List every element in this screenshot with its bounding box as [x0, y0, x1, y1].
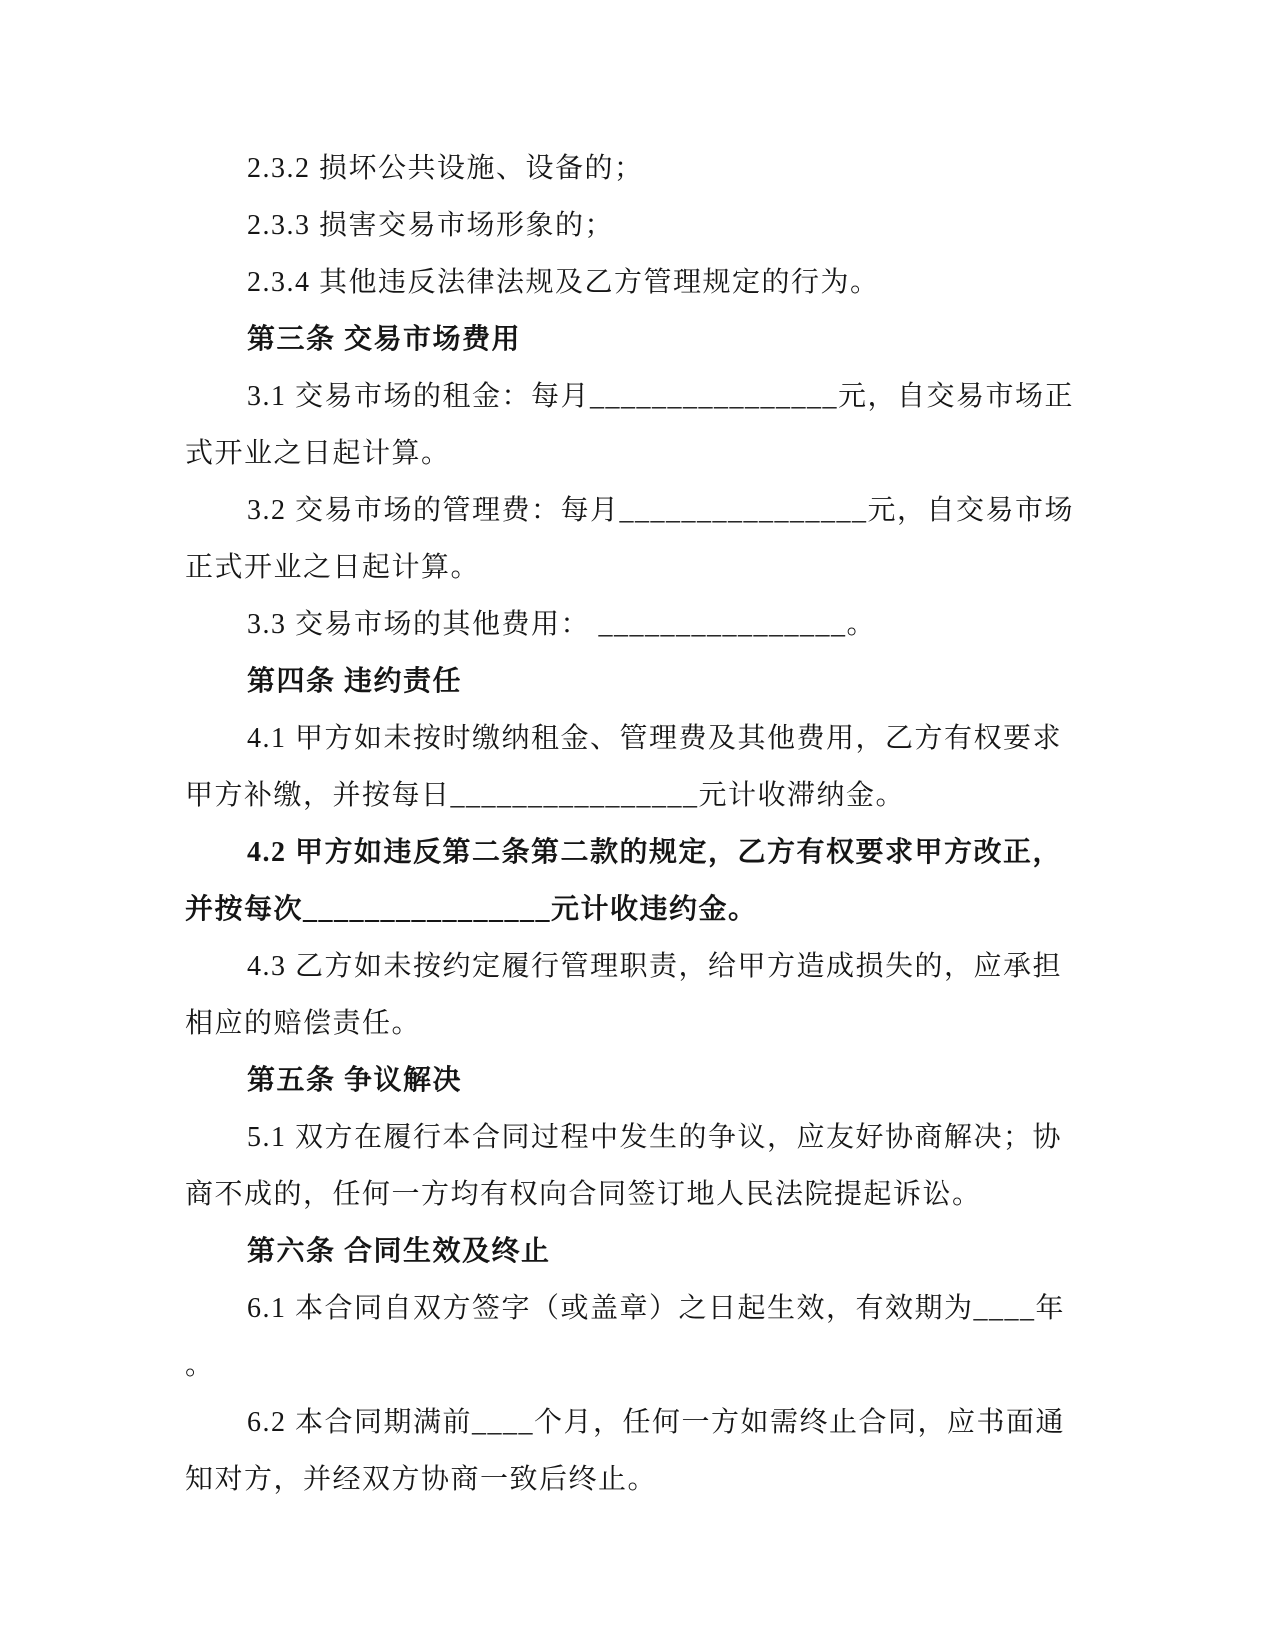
section-heading: [185, 1223, 1085, 1280]
paragraph: [185, 482, 1085, 596]
text-line: 第六条 合同生效及终止: [247, 1236, 551, 1267]
paragraph: [185, 710, 1085, 824]
text-line: 6.2 本合同期满前____个月，任何一方如需终止合同，应书面通: [247, 1407, 1066, 1438]
section-heading: [185, 653, 1085, 710]
paragraph: [185, 824, 1085, 938]
paragraph: [185, 938, 1085, 1052]
text-line: 。: [185, 1350, 215, 1381]
paragraph: [185, 140, 1085, 197]
paragraph: [185, 254, 1085, 311]
text-line: 5.1 双方在履行本合同过程中发生的争议，应友好协商解决；协: [247, 1122, 1063, 1153]
text-line: 4.1 甲方如未按时缴纳租金、管理费及其他费用，乙方有权要求: [247, 723, 1063, 754]
text-line: 2.3.3 损害交易市场形象的；: [247, 210, 615, 241]
paragraph: [185, 1280, 1085, 1394]
text-line: 3.1 交易市场的租金：每月________________元，自交易市场正: [247, 381, 1075, 412]
text-line: 第三条 交易市场费用: [247, 324, 522, 355]
text-line: 2.3.4 其他违反法律法规及乙方管理规定的行为。: [247, 267, 880, 298]
contract-body: [185, 140, 1085, 1508]
section-heading: [185, 311, 1085, 368]
paragraph: [185, 368, 1085, 482]
text-line: 商不成的，任何一方均有权向合同签订地人民法院提起诉讼。: [185, 1179, 982, 1210]
text-line: 式开业之日起计算。: [185, 438, 451, 469]
paragraph: [185, 1109, 1085, 1223]
text-line: 3.2 交易市场的管理费：每月________________元，自交易市场: [247, 495, 1075, 526]
paragraph: [185, 596, 1085, 653]
text-line: 正式开业之日起计算。: [185, 552, 481, 583]
text-line: 2.3.2 损坏公共设施、设备的；: [247, 153, 644, 184]
text-line: 知对方，并经双方协商一致后终止。: [185, 1464, 658, 1495]
text-line: 第五条 争议解决: [247, 1065, 463, 1096]
text-line: 4.2 甲方如违反第二条第二款的规定，乙方有权要求甲方改正，: [247, 837, 1063, 868]
text-line: 并按每次________________元计收违约金。: [185, 894, 758, 925]
section-heading: [185, 1052, 1085, 1109]
paragraph: [185, 1394, 1085, 1508]
paragraph: [185, 197, 1085, 254]
text-line: 4.3 乙方如未按约定履行管理职责，给甲方造成损失的，应承担: [247, 951, 1063, 982]
text-line: 相应的赔偿责任。: [185, 1008, 422, 1039]
text-line: 甲方补缴，并按每日________________元计收滞纳金。: [185, 780, 906, 811]
text-line: 3.3 交易市场的其他费用： ________________。: [247, 609, 877, 640]
text-line: 第四条 违约责任: [247, 666, 463, 697]
text-line: 6.1 本合同自双方签字（或盖章）之日起生效，有效期为____年: [247, 1293, 1066, 1324]
